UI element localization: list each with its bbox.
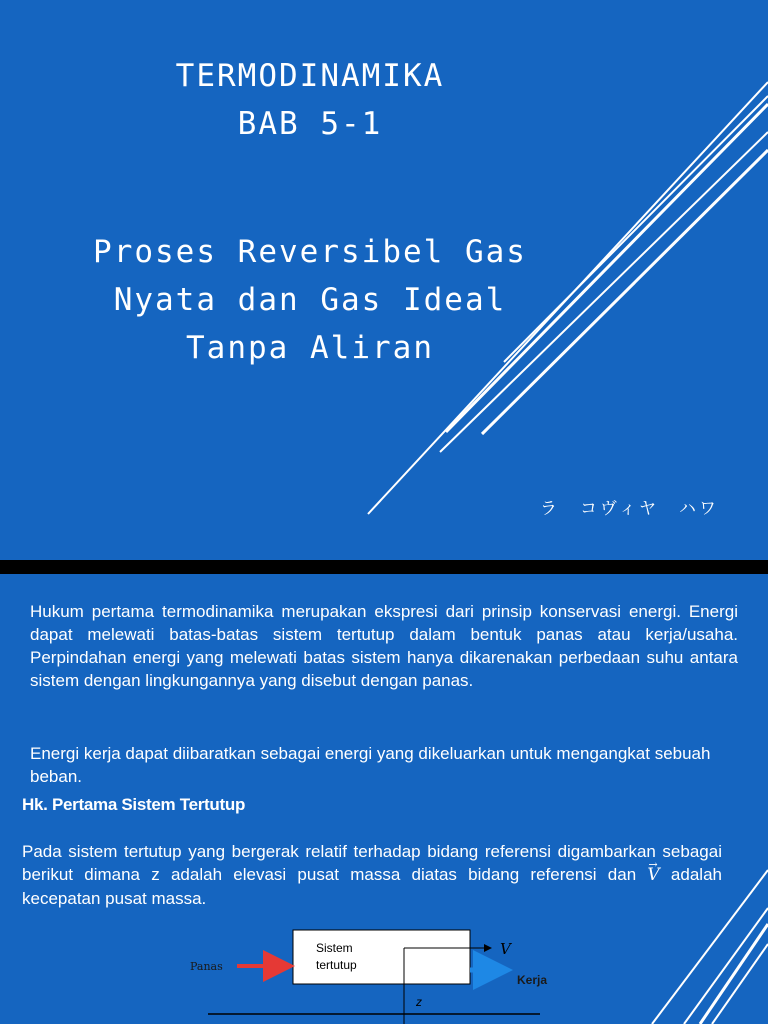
section-heading: Hk. Pertama Sistem Tertutup — [22, 795, 246, 814]
title-line-1: TERMODINAMIKA — [175, 58, 445, 94]
velocity-label: V — [500, 940, 511, 958]
heat-label: Panas — [190, 960, 223, 973]
paragraph-work-energy: Energi kerja dapat diibaratkan sebagai energi yang dikeluarkan untuk mengangkat sebuah beban. — [30, 744, 711, 786]
paragraph-first-law: Hukum pertama termodinamika merupakan ekspresi dari prinsip konservasi energi. Energi dapat melewati batas-batas sistem tertutup dalam bentuk panas atau kerja/usaha. Perpindahan energi yang melewati batas sistem hanya dikarenakan perbedaan suhu antara sistem dengan lingkungannya yang disebut dengan panas. — [30, 602, 738, 690]
subtitle-line-1: Proses Reversibel Gas — [93, 234, 527, 270]
elevation-label: z — [416, 995, 422, 1009]
content-slide — [0, 574, 768, 1024]
closed-system-diagram — [0, 914, 768, 1024]
title-line-2: BAB 5-1 — [237, 106, 383, 142]
velocity-symbol: → V — [647, 865, 659, 885]
system-label-line-1: Sistem — [316, 941, 353, 955]
slide-title — [60, 52, 560, 148]
slide-subtitle — [60, 228, 560, 372]
paragraph-text-part-2: adalah kecepatan pusat massa. — [22, 865, 722, 908]
subtitle-line-2: Nyata dan Gas Ideal — [113, 282, 507, 318]
work-label: Kerja — [517, 973, 548, 987]
author-name: ラ コヴィヤ ハワ — [540, 499, 719, 519]
subtitle-line-3: Tanpa Aliran — [186, 330, 434, 366]
system-box — [293, 930, 470, 984]
system-label-line-2: tertutup — [316, 958, 357, 972]
paragraph-closed-system — [22, 840, 722, 910]
paragraph-text-part-1: Pada sistem tertutup yang bergerak relatif terhadap bidang referensi digambarkan sebagai berikut dimana z adalah elevasi pusat massa diatas bidang referensi dan — [22, 842, 722, 884]
